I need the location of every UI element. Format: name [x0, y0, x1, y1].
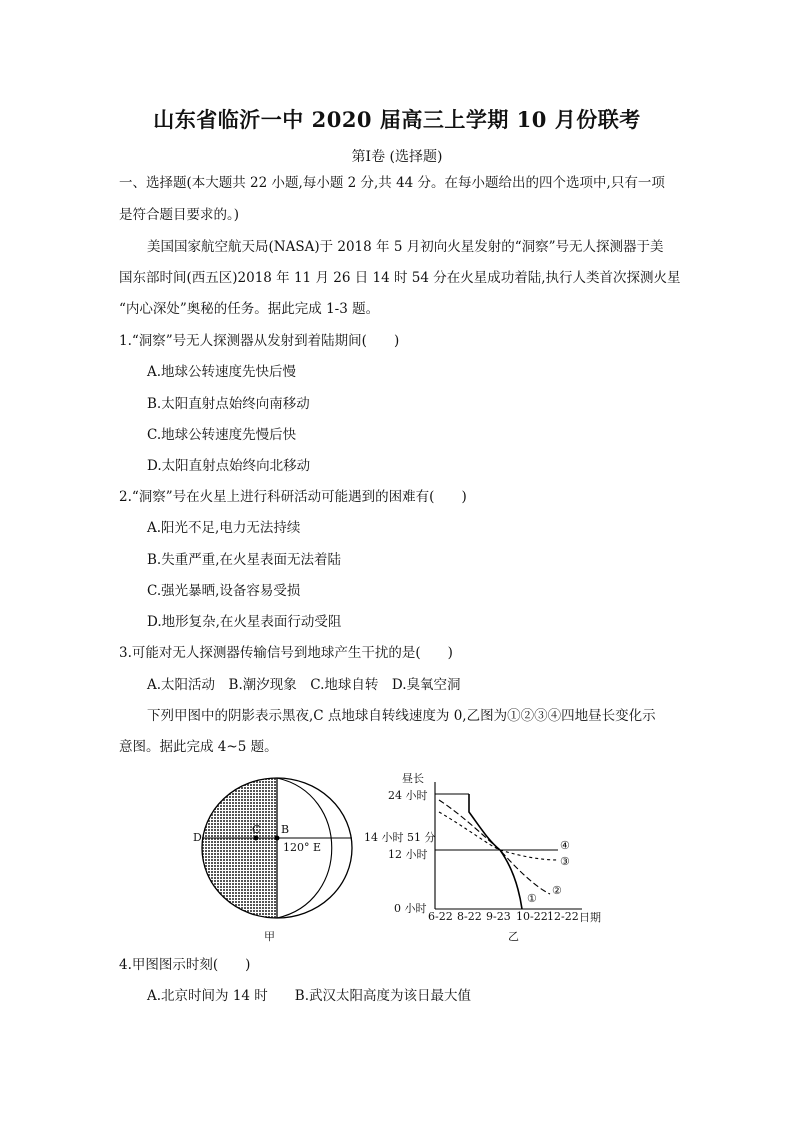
question-2-option-b: B.失重严重,在火星表面无法着陆 [147, 552, 342, 568]
x-tick-8-22: 8-22 [457, 910, 482, 923]
passage2-line2: 意图。据此完成 4~5 题。 [119, 739, 278, 755]
question-3-options: A.太阳活动 B.潮汐现象 C.地球自转 D.臭氧空洞 [147, 677, 461, 693]
x-axis-title: 日期 [579, 911, 601, 924]
passage2-line1: 下列甲图中的阴影表示黑夜,C 点地球自转线速度为 0,乙图为①②③④四地昼长变化示 [147, 708, 656, 724]
caption-yi: 乙 [508, 930, 519, 943]
y-tick-14-51: 14 小时 51 分 [364, 831, 436, 844]
label-b: B [281, 823, 290, 836]
x-tick-9-23: 9-23 [486, 910, 511, 923]
passage1-line2: 国东部时间(西五区)2018 年 11 月 26 日 14 时 54 分在火星成功着陆,执行人类首次探测火星 [119, 270, 681, 286]
page-title: 山东省临沂一中 2020 届高三上学期 10 月份联考 [153, 107, 641, 132]
question-1-option-d: D.太阳直射点始终向北移动 [147, 458, 311, 474]
question-1-option-b: B.太阳直射点始终向南移动 [147, 396, 310, 412]
label-c: C [252, 823, 261, 836]
y-axis-title: 昼长 [402, 772, 424, 785]
curve-1 [469, 794, 522, 909]
question-2-stem: 2.“洞察”号在火星上进行科研活动可能遇到的困难有( ) [119, 489, 467, 505]
section-subtitle: 第Ⅰ卷 (选择题) [351, 149, 443, 165]
question-1-option-c: C.地球公转速度先慢后快 [147, 427, 297, 443]
question-4-options: A.北京时间为 14 时 B.武汉太阳高度为该日最大值 [147, 988, 472, 1004]
passage1-line1: 美国国家航空航天局(NASA)于 2018 年 5 月初向火星发射的“洞察”号无人探测器于美 [147, 239, 664, 255]
curve-label-4: ④ [560, 839, 570, 852]
y-tick-24: 24 小时 [388, 789, 428, 802]
question-4-stem: 4.甲图图示时刻( ) [119, 957, 251, 973]
night-shading [202, 778, 277, 918]
caption-jia: 甲 [264, 930, 275, 943]
question-1-option-a: A.地球公转速度先快后慢 [147, 364, 297, 380]
curve-label-2: ② [552, 884, 562, 897]
curve-2 [439, 800, 550, 894]
y-tick-12: 12 小时 [388, 848, 428, 861]
question-1-stem: 1.“洞察”号无人探测器从发射到着陆期间( ) [119, 333, 400, 349]
globe-diagram [202, 778, 352, 918]
label-d: D [193, 831, 202, 844]
figure-4-5 [190, 772, 610, 948]
section-instruction-line2: 是符合题目要求的。) [119, 207, 240, 223]
curve-label-1: ① [527, 892, 537, 905]
question-2-option-c: C.强光暴晒,设备容易受损 [147, 583, 301, 599]
curve-label-3: ③ [560, 855, 570, 868]
point-c-dot [254, 836, 259, 841]
curve-3 [439, 812, 558, 860]
question-3-stem: 3.可能对无人探测器传输信号到地球产生干扰的是( ) [119, 645, 453, 661]
point-b-dot [275, 836, 280, 841]
question-2-option-d: D.地形复杂,在火星表面行动受阻 [147, 614, 342, 630]
x-tick-10-22: 10-22 [516, 910, 548, 923]
x-tick-6-22: 6-22 [428, 910, 453, 923]
question-2-option-a: A.阳光不足,电力无法持续 [147, 520, 301, 536]
y-tick-0: 0 小时 [394, 902, 427, 915]
label-longitude: 120° E [283, 841, 322, 854]
passage1-line3: “内心深处”奥秘的任务。据此完成 1-3 题。 [119, 301, 380, 317]
x-tick-12-22: 12-22 [547, 910, 579, 923]
section-instruction-line1: 一、选择题(本大题共 22 小题,每小题 2 分,共 44 分。在每小题给出的四个选项中,只有一项 [119, 175, 665, 191]
